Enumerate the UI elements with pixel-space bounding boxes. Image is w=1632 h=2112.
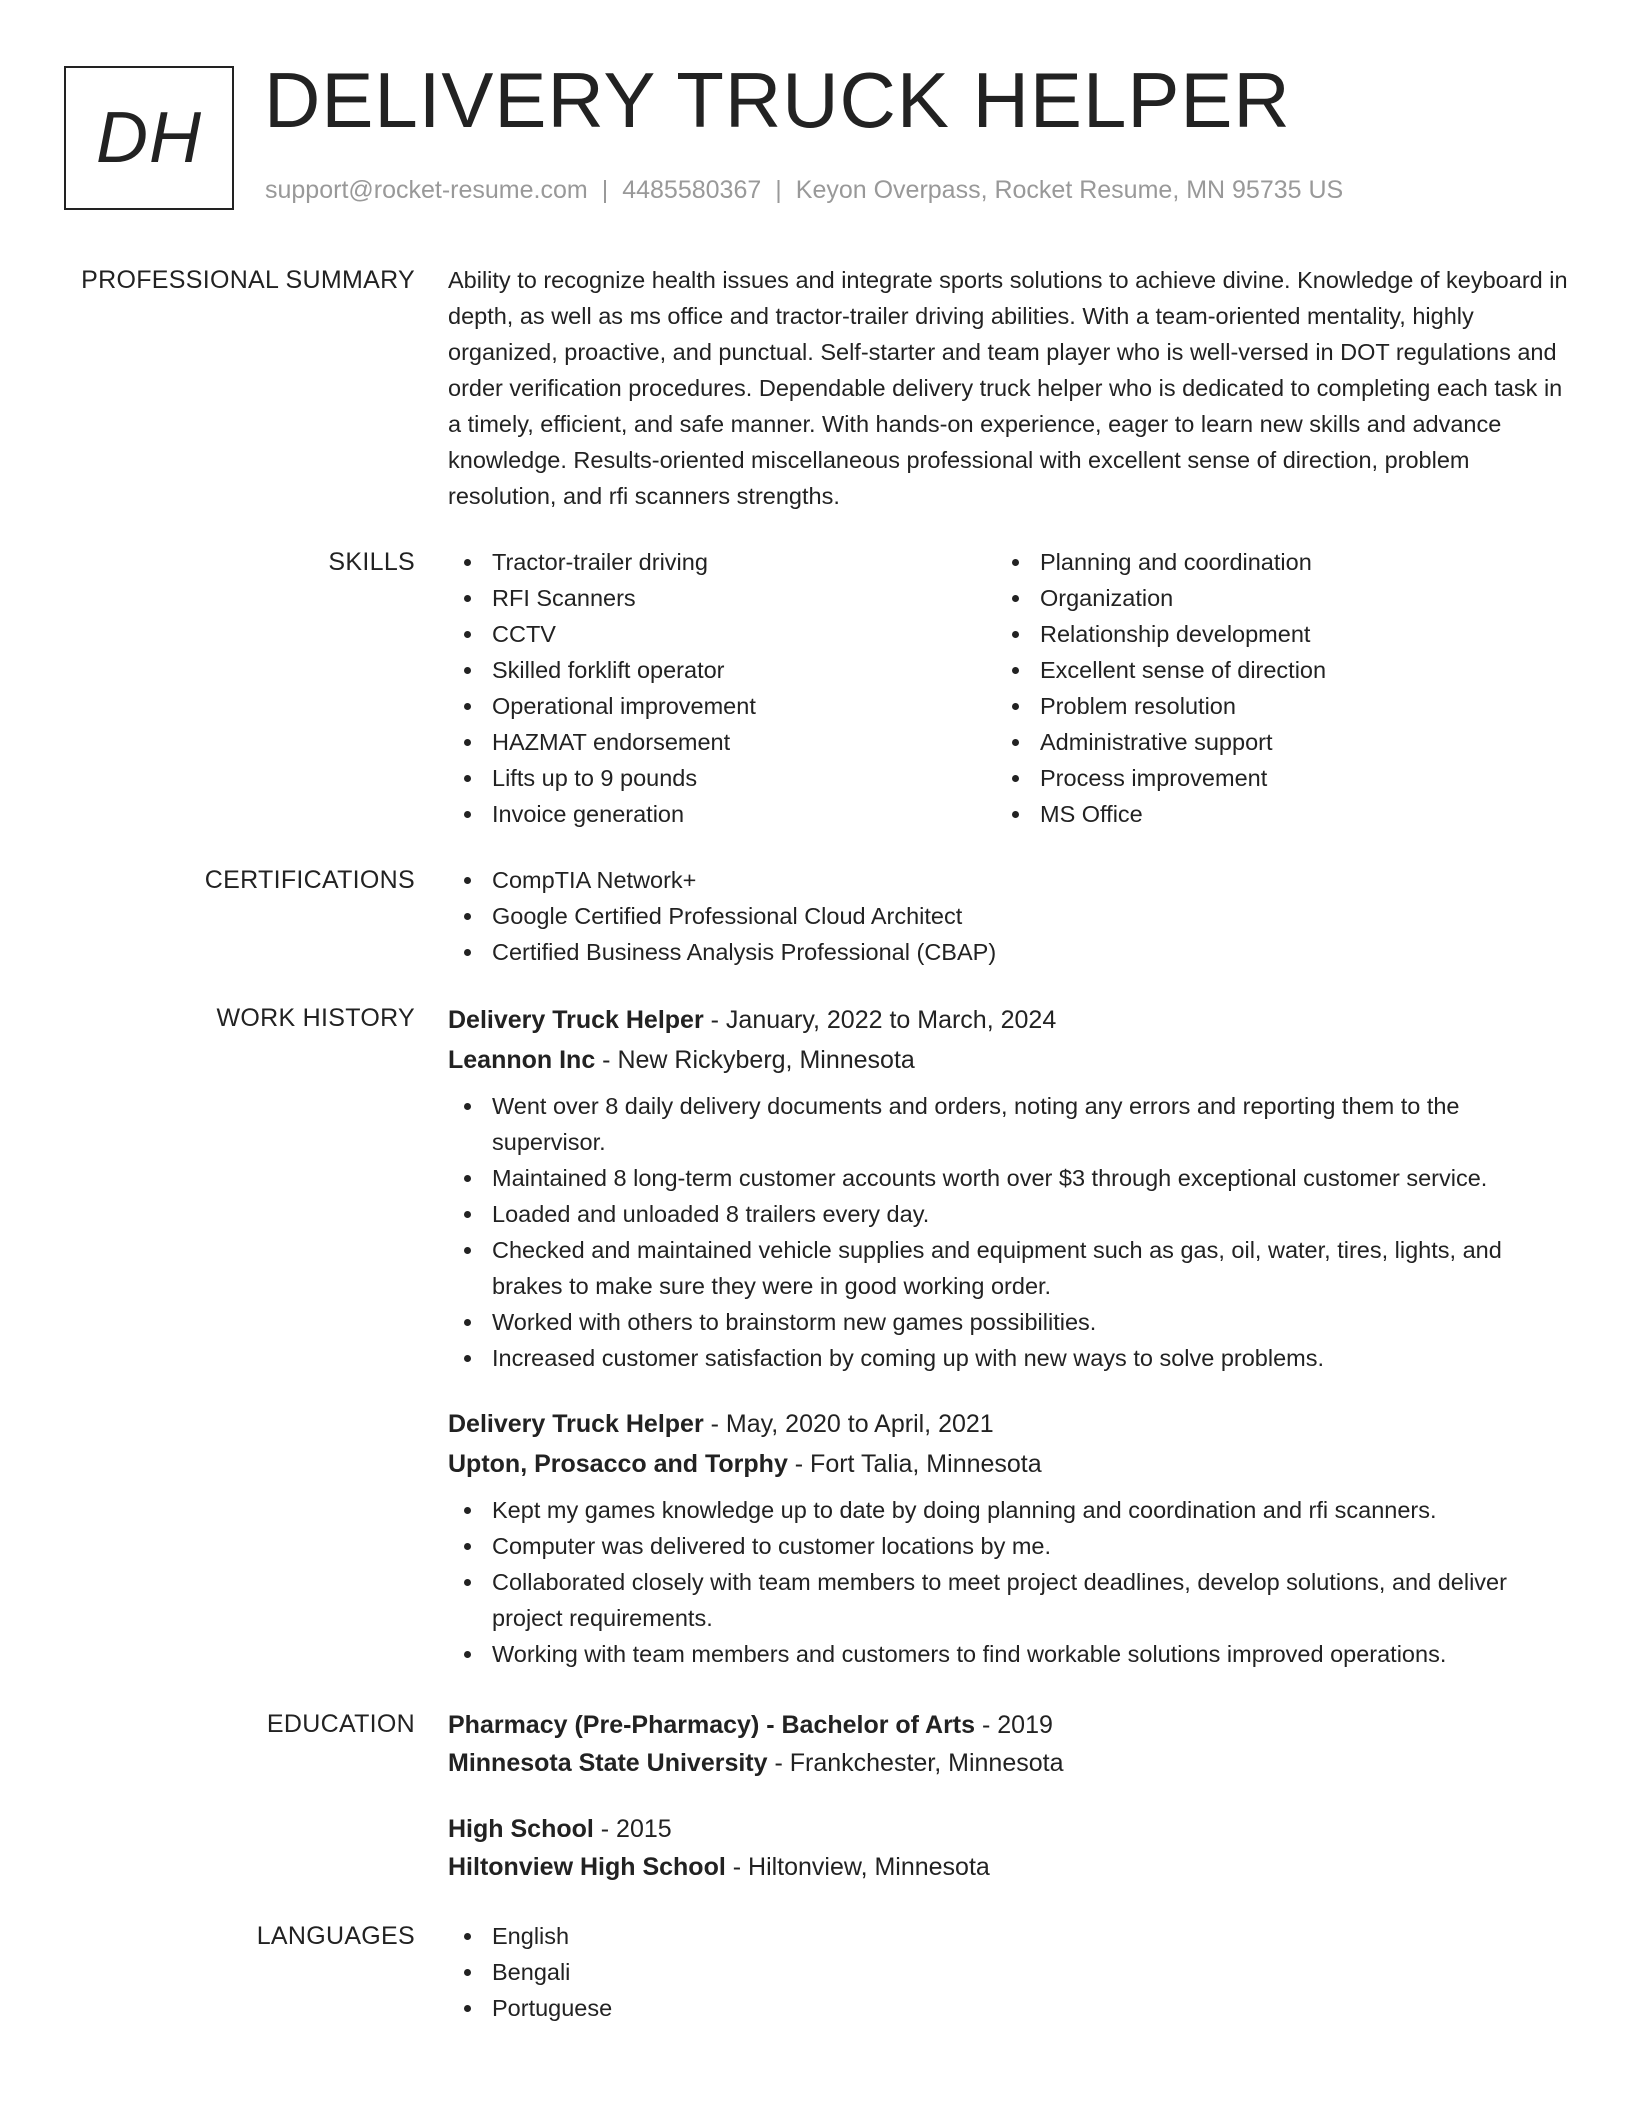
list-item: CCTV bbox=[448, 616, 996, 652]
list-item: Loaded and unloaded 8 trailers every day. bbox=[448, 1196, 1573, 1232]
list-item: Kept my games knowledge up to date by doing planning and coordination and rfi scanners. bbox=[448, 1492, 1573, 1528]
job-company-line bbox=[448, 1444, 1573, 1484]
summary-text: Ability to recognize health issues and integrate sports solutions to achieve divine. Knowledge of keyboard in depth, as well as ms office and tractor-trailer driving abilities. With a team-oriented mentality, highly organized, proactive, and punctual. Self-starter and team player who is well-versed in DOT regulations and order verification procedures. Dependable delivery truck helper who is dedicated to completing each task in a timely, efficient, and safe manner. With hands-on experience, eager to learn new skills and advance knowledge. Results-oriented miscellaneous professional with excellent sense of direction, problem resolution, and rfi scanners strengths. bbox=[448, 267, 1568, 509]
education-entry bbox=[448, 1706, 1573, 1782]
list-item: Collaborated closely with team members to meet project deadlines, develop solutions, and deliver project requirements. bbox=[448, 1564, 1573, 1636]
education-body bbox=[448, 1706, 1573, 1914]
contact-email: support@rocket-resume.com bbox=[265, 176, 588, 204]
summary-section bbox=[0, 262, 1632, 514]
languages-list bbox=[448, 1918, 1573, 2026]
job-title: Delivery Truck Helper bbox=[448, 1006, 704, 1034]
page-title: DELIVERY TRUCK HELPER bbox=[264, 56, 1291, 144]
list-item: Lifts up to 9 pounds bbox=[448, 760, 996, 796]
contact-address: Keyon Overpass, Rocket Resume, MN 95735 US bbox=[795, 176, 1344, 204]
certifications-section bbox=[0, 862, 1632, 970]
list-item: Operational improvement bbox=[448, 688, 996, 724]
section-label: PROFESSIONAL SUMMARY bbox=[81, 266, 415, 294]
contact-line bbox=[265, 176, 1343, 205]
list-item: Certified Business Analysis Professional (CBAP) bbox=[448, 934, 1573, 970]
list-item: Maintained 8 long-term customer accounts worth over $3 through exceptional customer service. bbox=[448, 1160, 1573, 1196]
job-dates: - January, 2022 to March, 2024 bbox=[703, 1006, 1057, 1034]
list-item: Increased customer satisfaction by coming up with new ways to solve problems. bbox=[448, 1340, 1573, 1376]
list-item: Checked and maintained vehicle supplies and equipment such as gas, oil, water, tires, lights, and brakes to make sure they were in good working order. bbox=[448, 1232, 1573, 1304]
separator: | bbox=[601, 176, 609, 204]
school-line bbox=[448, 1848, 1573, 1886]
list-item: Skilled forklift operator bbox=[448, 652, 996, 688]
degree: Pharmacy (Pre-Pharmacy) - Bachelor of Arts bbox=[448, 1711, 976, 1739]
job-title-line bbox=[448, 1000, 1573, 1040]
job-entry bbox=[448, 1404, 1573, 1672]
skills-section bbox=[0, 544, 1632, 832]
section-label: SKILLS bbox=[328, 548, 415, 576]
school-location: - Hiltonview, Minnesota bbox=[725, 1853, 990, 1881]
job-title: Delivery Truck Helper bbox=[448, 1410, 704, 1438]
list-item: Process improvement bbox=[996, 760, 1544, 796]
monogram-text: DH bbox=[96, 98, 202, 178]
resume-body bbox=[0, 262, 1632, 2056]
list-item: HAZMAT endorsement bbox=[448, 724, 996, 760]
list-item: Relationship development bbox=[996, 616, 1544, 652]
list-item: Computer was delivered to customer locations by me. bbox=[448, 1528, 1573, 1564]
list-item: Excellent sense of direction bbox=[996, 652, 1544, 688]
degree: High School bbox=[448, 1815, 594, 1843]
job-company: Leannon Inc bbox=[448, 1046, 596, 1074]
certifications-list bbox=[448, 862, 1573, 970]
job-location: - Fort Talia, Minnesota bbox=[787, 1450, 1042, 1478]
contact-phone: 4485580367 bbox=[622, 176, 762, 204]
section-label: CERTIFICATIONS bbox=[204, 866, 415, 894]
list-item: Worked with others to brainstorm new games possibilities. bbox=[448, 1304, 1573, 1340]
school: Minnesota State University bbox=[448, 1749, 768, 1777]
skills-column-1 bbox=[448, 544, 996, 832]
degree-line bbox=[448, 1810, 1573, 1848]
list-item: Organization bbox=[996, 580, 1544, 616]
skills-column-2 bbox=[996, 544, 1544, 832]
list-item: RFI Scanners bbox=[448, 580, 996, 616]
section-label: EDUCATION bbox=[266, 1710, 415, 1738]
languages-section bbox=[0, 1918, 1632, 2026]
list-item: English bbox=[448, 1918, 1573, 1954]
list-item: MS Office bbox=[996, 796, 1544, 832]
section-label: WORK HISTORY bbox=[216, 1004, 415, 1032]
job-bullets bbox=[448, 1088, 1573, 1376]
list-item: Planning and coordination bbox=[996, 544, 1544, 580]
list-item: Tractor-trailer driving bbox=[448, 544, 996, 580]
skills-grid bbox=[448, 544, 1573, 832]
list-item: Problem resolution bbox=[996, 688, 1544, 724]
school-line bbox=[448, 1744, 1573, 1782]
work-history-section bbox=[0, 1000, 1632, 1700]
job-location: - New Rickyberg, Minnesota bbox=[595, 1046, 915, 1074]
list-item: Invoice generation bbox=[448, 796, 996, 832]
certifications-list-wrap bbox=[448, 862, 1573, 970]
separator: | bbox=[775, 176, 782, 204]
job-entry bbox=[448, 1000, 1573, 1376]
job-title-line bbox=[448, 1404, 1573, 1444]
job-company-line bbox=[448, 1040, 1573, 1080]
section-label: LANGUAGES bbox=[256, 1922, 415, 1950]
education-section bbox=[0, 1706, 1632, 1914]
job-dates: - May, 2020 to April, 2021 bbox=[703, 1410, 994, 1438]
degree-year: - 2015 bbox=[593, 1815, 672, 1843]
list-item: CompTIA Network+ bbox=[448, 862, 1573, 898]
list-item: Working with team members and customers to find workable solutions improved operations. bbox=[448, 1636, 1573, 1672]
monogram bbox=[64, 66, 234, 210]
work-history-body bbox=[448, 1000, 1573, 1700]
education-entry bbox=[448, 1810, 1573, 1886]
languages-body bbox=[448, 1918, 1573, 2026]
degree-year: - 2019 bbox=[975, 1711, 1053, 1739]
school: Hiltonview High School bbox=[448, 1853, 726, 1881]
job-bullets bbox=[448, 1492, 1573, 1672]
list-item: Portuguese bbox=[448, 1990, 1573, 2026]
school-location: - Frankchester, Minnesota bbox=[767, 1749, 1064, 1777]
degree-line bbox=[448, 1706, 1573, 1744]
list-item: Went over 8 daily delivery documents and orders, noting any errors and reporting them to the supervisor. bbox=[448, 1088, 1573, 1160]
list-item: Administrative support bbox=[996, 724, 1544, 760]
list-item: Bengali bbox=[448, 1954, 1573, 1990]
list-item: Google Certified Professional Cloud Architect bbox=[448, 898, 1573, 934]
job-company: Upton, Prosacco and Torphy bbox=[448, 1450, 788, 1478]
